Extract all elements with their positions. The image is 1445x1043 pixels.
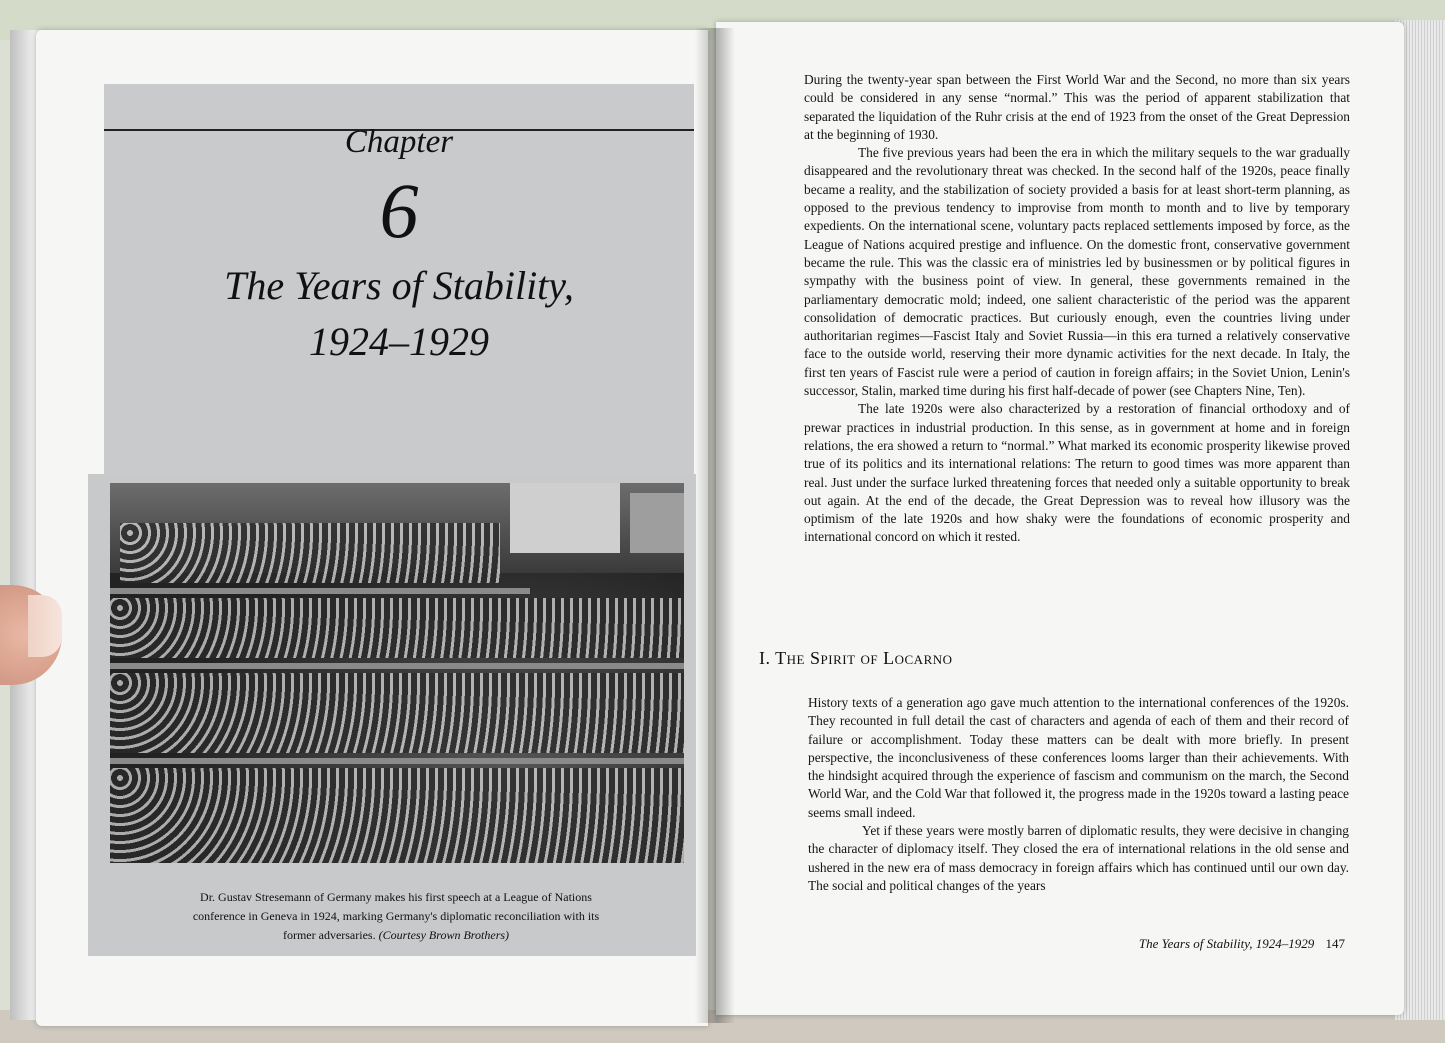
paragraph: The five previous years had been the era in which the military sequels to the war gradually disappeared and the revolutionary threat was checked. In the second half of the 1920s, peace finally became a reality, and the stabilization of society provided a basis for at least short-term planning, as opposed to the previous tendency to improvise from month to month and to live by temporary expedients. On the international scene, voluntary pacts replaced settlements imposed by force, as the League of Nations acquired prestige and influence. On the domestic front, conservative government became the rule. This was the classic era of ministries led by businessmen or by political figures in sympathy with the business point of view. In general, these governments remained in the parliamentary democratic mold; indeed, one salient characteristic of the period was the apparent consolidation of democratic practices. But curiously enough, even the countries living under authoritarian regimes—Fascist Italy and Soviet Russia—in this era turned a relatively conservative face to the outside world, reserving their more dynamic activities for the next decade. In Italy, the first ten years of Fascist rule were a period of caution in foreign affairs; in the Soviet Union, Lenin's successor, Stalin, marked time during his first half-decade of power (see Chapters Nine, Ten). (804, 145, 1350, 399)
photo-window (630, 493, 684, 553)
book-gutter (695, 28, 735, 1023)
paragraph: During the twenty-year span between the First World War and the Second, no more than six years could be considered in any sense “normal.” This was the period of apparent stabilization that separated the liquidation of the Ruhr crisis at the end of 1923 from the onset of the Great Depression at the beginning of 1930. (804, 72, 1350, 142)
photo-tier (110, 588, 530, 594)
caption-text: Dr. Gustav Stresemann of Germany makes his first speech at a League of Nations conference in Geneva in 1924, marking Germany's diplomatic reconciliation with its former adversaries. (192, 890, 600, 942)
caption-credit: (Courtesy Brown Brothers) (378, 928, 510, 942)
photo-crowd (110, 598, 684, 658)
chapter-title-line2: 1924–1929 (309, 319, 489, 364)
paragraph: History texts of a generation ago gave much attention to the international conferences of the 1920s. They recounted in full detail the cast of characters and agenda of each of them and their record of failure or accomplishment. Today these matters can be dealt with more briefly. In present perspective, the inconclusiveness of these conferences looms larger than their achievements. With the hindsight acquired through the experience of fascism and communism on the march, the Second World War, and the Cold War that followed it, the progress made in the 1920s toward a lasting peace seems small indeed. (808, 695, 1349, 820)
photo-crowd (110, 768, 684, 863)
photo-tier (110, 663, 684, 669)
photo-caption (176, 888, 616, 945)
running-title: The Years of Stability, 1924–1929 (1138, 936, 1315, 951)
league-of-nations-photo (110, 483, 684, 863)
section-heading: I. The Spirit of Locarno (759, 648, 953, 668)
intro-text (804, 71, 1350, 547)
thumbnail-nail (28, 595, 62, 657)
photo-window (510, 483, 620, 553)
page-number: 147 (1325, 936, 1345, 951)
photo-crowd (120, 523, 500, 583)
running-footer (1000, 936, 1345, 952)
chapter-title (104, 258, 694, 370)
photo-crowd (110, 673, 684, 753)
paragraph: Yet if these years were mostly barren of diplomatic results, they were decisive in changing the character of diplomacy itself. They closed the era of international relations in the old sense and ushered in the new era of mass democracy in foreign affairs which has continued until our own day. The social and political changes of the years (808, 823, 1349, 893)
photo-tier (110, 758, 684, 764)
chapter-word: Chapter (344, 124, 454, 160)
section-text (808, 694, 1349, 895)
chapter-number: 6 (379, 167, 419, 254)
chapter-title-line1: The Years of Stability, (224, 263, 574, 308)
paragraph: The late 1920s were also characterized by a restoration of financial orthodoxy and of prewar practices in industrial production. In this sense, as in government at home and in foreign relations, the era showed a return to “normal.” What marked its economic prosperity likewise proved true of its politics and its international relations: The return to good times was more apparent than real. Just under the surface lurked threatening forces that needed only a suitable opportunity to break out again. At the end of the decade, the Great Depression was to reveal how illusory was the optimism of the late 1920s and how shaky were the foundations of economic prosperity and international concord on which it rested. (804, 401, 1350, 545)
